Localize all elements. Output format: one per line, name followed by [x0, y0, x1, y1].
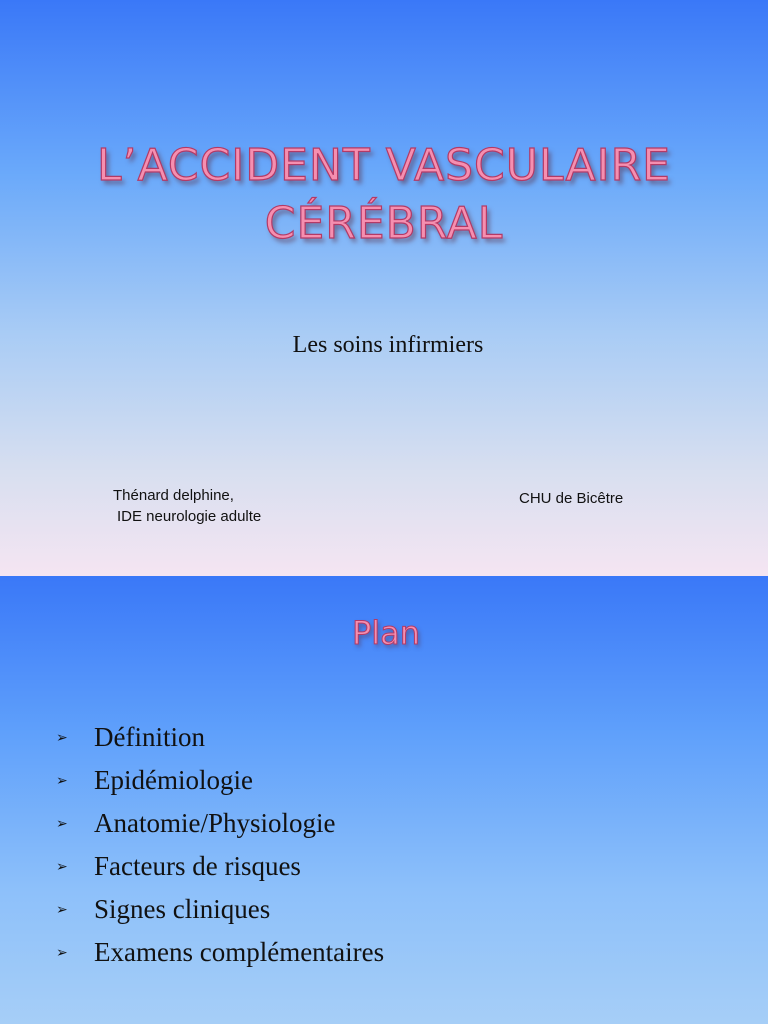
plan-title: Plan [351, 614, 421, 652]
plan-item [56, 802, 384, 845]
arrow-bullet-icon: ➢ [56, 729, 68, 746]
plan-item-label: Facteurs de risques [94, 851, 301, 881]
arrow-bullet-icon: ➢ [56, 901, 68, 918]
arrow-bullet-icon: ➢ [56, 858, 68, 875]
slide-title-line-1: L’ACCIDENT VASCULAIRE [97, 140, 671, 191]
author-role: IDE neurologie adulte [117, 508, 262, 525]
plan-item [56, 716, 384, 759]
plan-item-label: Définition [94, 722, 205, 752]
arrow-bullet-icon: ➢ [56, 772, 68, 789]
slide-title-line-2: CÉRÉBRAL [264, 198, 504, 249]
plan-slide [0, 576, 768, 1024]
arrow-bullet-icon: ➢ [56, 815, 68, 832]
slide-subtitle: Les soins infirmiers [292, 332, 484, 358]
plan-item-label: Examens complémentaires [94, 937, 385, 967]
plan-item-label: Signes cliniques [94, 894, 271, 924]
author-name: Thénard delphine, [113, 487, 234, 504]
plan-list [56, 716, 384, 974]
institution-name: CHU de Bicêtre [519, 490, 624, 507]
plan-item [56, 888, 384, 931]
plan-item [56, 759, 384, 802]
arrow-bullet-icon: ➢ [56, 944, 68, 961]
plan-item [56, 931, 384, 974]
plan-item [56, 845, 384, 888]
plan-item-label: Anatomie/Physiologie [94, 808, 336, 838]
plan-item-label: Epidémiologie [94, 765, 253, 795]
